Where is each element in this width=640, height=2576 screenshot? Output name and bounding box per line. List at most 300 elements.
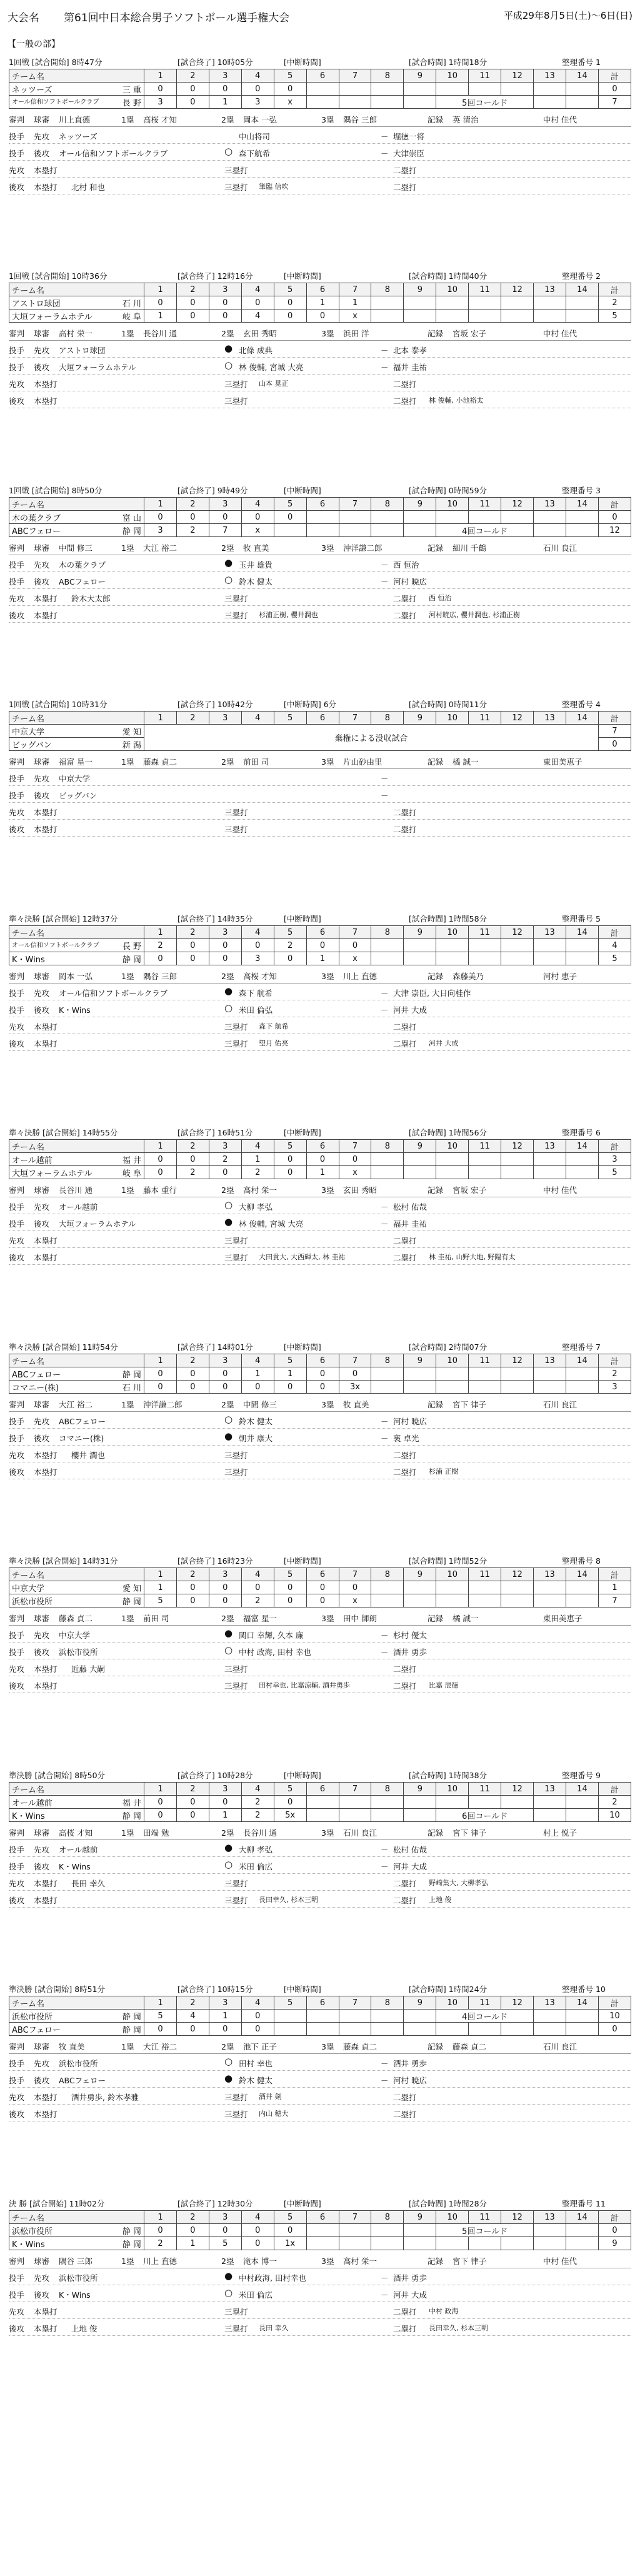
inning-header: 12 [501,712,534,725]
scoreboard-row-second [9,1381,631,1394]
pitcher-name: 米田 倫広 [239,1862,272,1871]
triple-label: 三塁打 [224,380,248,389]
inning-header: 4 [241,283,274,296]
inning-score [566,1594,598,1607]
total-column-header: 計 [598,1354,631,1367]
scorer-label: 記録 [428,972,444,981]
game-duration: [試合時間] 1時間56分 [409,1128,488,1137]
inning-score: 0 [209,511,241,524]
inning-score [534,2023,566,2036]
team-column-header: チーム名 [9,498,144,511]
inning-score [469,1381,501,1394]
total-column-header: 計 [598,283,631,296]
umpire-row [9,753,631,769]
homerun-label: 本塁打 [34,1879,58,1888]
inning-score: 1 [306,1166,339,1179]
catcher-name: 杉村 優太 [393,1631,427,1640]
result-mark-icon: ○ [224,2287,233,2298]
inning-score [501,1796,534,1809]
team-name-cell [9,96,144,109]
inning-header: 7 [339,1783,371,1796]
inning-header: 8 [371,283,404,296]
inning-header: 5 [274,283,306,296]
inning-header: 13 [534,69,566,83]
first-base-label: 1塁 [121,2257,134,2266]
umpire-label: 審判 [9,543,25,553]
team-name-cell [9,2237,144,2250]
inning-header: 12 [501,2211,534,2224]
battery-separator: － [381,774,389,783]
inning-score [436,1594,469,1607]
inning-score [469,2237,501,2250]
game-serial-number: 整理番号 4 [562,700,601,709]
batting-row-second [9,606,631,623]
scoreboard [9,925,631,965]
inning-score: 2 [144,2237,177,2250]
double-label: 二塁打 [393,1039,417,1049]
inning-score [534,96,566,109]
pitcher-row-second [9,572,631,589]
inning-header: 4 [241,1354,274,1367]
scorer-2: 石川 良江 [543,2042,577,2051]
inning-score: x [241,524,274,537]
inning-score: 3 [241,96,274,109]
inning-score: 2 [144,939,177,952]
inning-score [469,309,501,323]
double-label: 二塁打 [393,1896,417,1905]
second-base-label: 2塁 [221,115,234,124]
first-label: 先攻 [9,1879,25,1888]
scoreboard-row-first [9,1367,631,1381]
battery-separator: － [381,149,389,158]
inning-score: 1 [339,296,371,309]
inning-score [566,2010,598,2023]
inning-score: 0 [306,309,339,323]
inning-header: 7 [339,283,371,296]
team-column-header: チーム名 [9,1354,144,1367]
pitcher-row-second [9,358,631,375]
inning-score [534,309,566,323]
inning-score [339,1809,371,1822]
inning-score [436,83,469,96]
result-mark-icon: ● [224,2073,233,2084]
inning-header: 7 [339,712,371,725]
game-interruption: [中断時間] [284,1771,321,1780]
inning-score [566,1166,598,1179]
scoreboard [9,1996,631,2036]
inning-score: 0 [274,309,306,323]
inning-score [306,524,339,537]
inning-score: 0 [241,2224,274,2237]
inning-score: 0 [274,83,306,96]
team-column-header: チーム名 [9,1568,144,1581]
inning-header: 14 [566,283,598,296]
inning-score: 0 [144,1153,177,1166]
umpire-label: 審判 [9,757,25,767]
homerun-label: 本塁打 [34,1896,58,1905]
third-base-umpire: 片山砂由里 [343,757,382,767]
inning-score [404,1796,436,1809]
umpire-label: 審判 [9,329,25,338]
catcher-name: 北本 泰孝 [393,346,427,355]
game-info [9,697,631,711]
plate-umpire-label: 球審 [34,1400,50,1409]
triple-label: 三塁打 [224,611,248,620]
double-label: 二塁打 [393,1879,417,1888]
plate-umpire: 高村 栄一 [59,329,92,338]
scorer-2: 石川 良江 [543,543,577,553]
pitcher-team: ABCフェロー [59,577,106,586]
umpire-row [9,1396,631,1412]
inning-score [404,2224,436,2237]
game-round-start: 1回戦 [試合開始] 10時31分 [9,700,108,709]
game-duration: [試合時間] 0時間11分 [409,700,488,709]
triple-players: 大田貴大, 大西輝太, 林 圭祐 [259,1253,346,1261]
batting-row-first [9,589,631,606]
inning-header: 8 [371,926,404,939]
inning-header: 14 [566,69,598,83]
inning-score [501,1166,534,1179]
inning-header: 10 [436,69,469,83]
triple-label: 三塁打 [224,1451,248,1460]
inning-score: 0 [241,1581,274,1594]
team-name: K・Wins [12,1811,45,1821]
inning-header: 7 [339,926,371,939]
inning-score [501,83,534,96]
total-score: 0 [598,511,631,524]
battery-separator: － [381,1648,389,1657]
scoreboard-row-first [9,83,631,96]
inning-header: 6 [306,1783,339,1796]
triple-players: 田村幸也, 比嘉涼輔, 酒井勇歩 [259,1681,350,1689]
result-mark-icon: ● [224,2270,233,2282]
total-column-header: 計 [598,1568,631,1581]
team-name: K・Wins [12,955,45,965]
first-label: 先攻 [34,774,50,783]
pitcher-label: 投手 [9,774,25,783]
inning-header: 8 [371,1783,404,1796]
inning-score [404,2023,436,2036]
inning-score [436,1581,469,1594]
third-base-label: 3塁 [321,543,334,553]
battery-separator: － [381,132,389,141]
scoreboard-header [9,712,631,725]
scoreboard-row-second [9,2023,631,2036]
inning-score: 0 [209,1381,241,1394]
total-score: 2 [598,1796,631,1809]
double-label: 二塁打 [393,2324,417,2333]
inning-score: 5 [144,1594,177,1607]
inning-score [371,296,404,309]
scorer-label: 記録 [428,1400,444,1409]
inning-header: 13 [534,498,566,511]
double-players: 杉浦 正樹 [429,1467,459,1476]
scoreboard-row-first [9,1581,631,1594]
second-label: 後攻 [9,1467,25,1477]
game-round-start: 準々決勝 [試合開始] 14時31分 [9,1556,118,1566]
scoreboard-row-second [9,524,631,537]
game-info [9,269,631,283]
inning-header: 6 [306,1354,339,1367]
pitcher-label: 投手 [9,560,25,570]
inning-header: 3 [209,1996,241,2010]
inning-score [436,939,469,952]
inning-score: 7 [209,524,241,537]
inning-score [339,2224,371,2237]
inning-header: 1 [144,926,177,939]
inning-header: 12 [501,498,534,511]
homerun-label: 本塁打 [34,1664,58,1674]
inning-score [404,1381,436,1394]
game-info [9,912,631,925]
battery-separator: － [381,1417,389,1426]
inning-score [469,1581,501,1594]
inning-score [501,1153,534,1166]
game-duration: [試合時間] 0時間59分 [409,486,488,495]
team-name-cell [9,1809,144,1822]
team-name: 大垣フォーラムホテル [12,1169,92,1179]
battery-separator: － [381,560,389,570]
team-prefecture: 静 岡 [122,2025,141,2035]
game-interruption: [中断時間] [284,486,321,495]
triple-label: 三塁打 [224,1022,248,1032]
first-label: 先攻 [9,1451,25,1460]
game-interruption: [中断時間] [284,1342,321,1352]
plate-umpire-label: 球審 [34,2257,50,2266]
inning-header: 13 [534,926,566,939]
inning-header: 9 [404,1568,436,1581]
inning-score [469,1796,501,1809]
scoreboard [9,497,631,537]
first-label: 先攻 [34,1202,50,1212]
inning-score [501,2237,534,2250]
inning-header: 6 [306,926,339,939]
team-name-cell [9,511,144,524]
inning-header: 6 [306,1568,339,1581]
total-column-header: 計 [598,1140,631,1153]
inning-score [436,296,469,309]
pitcher-label: 投手 [9,577,25,586]
team-column-header: チーム名 [9,2211,144,2224]
inning-score [436,1796,469,1809]
inning-score [534,2010,566,2023]
result-mark-icon: ● [224,985,233,997]
inning-score [404,83,436,96]
battery-separator: － [381,2076,389,2085]
battery-separator: － [381,363,389,372]
total-column-header: 計 [598,712,631,725]
inning-header: 13 [534,1996,566,2010]
scoreboard-row-second [9,1809,631,1822]
inning-score: 0 [176,1153,209,1166]
second-label: 後攻 [34,1434,50,1443]
second-label: 後攻 [9,1253,25,1262]
inning-score [534,952,566,965]
third-base-umpire: 藤森 貞二 [343,2042,377,2051]
umpire-row [9,968,631,984]
homerun-label: 本塁打 [34,396,58,406]
team-name-cell [9,2023,144,2036]
inning-score [436,2023,469,2036]
inning-header: 11 [469,1354,501,1367]
inning-score: 3 [144,96,177,109]
team-prefecture: 静 岡 [122,955,141,965]
inning-score: 0 [176,1594,209,1607]
inning-score [534,939,566,952]
pitcher-label: 投手 [9,2059,25,2068]
game-round-start: 準決勝 [試合開始] 8時50分 [9,1771,106,1780]
inning-header: 6 [306,498,339,511]
inning-score [339,511,371,524]
umpire-label: 審判 [9,1614,25,1623]
scoreboard-row-second [9,2237,631,2250]
second-label: 後攻 [9,1039,25,1049]
inning-score [371,96,404,109]
inning-score [404,2010,436,2023]
inning-score [566,296,598,309]
total-score: 7 [598,725,631,738]
umpire-label: 審判 [9,1185,25,1195]
inning-score [306,1809,339,1822]
result-mark-icon: ○ [224,2056,233,2067]
second-base-umpire: 長谷川 通 [243,1828,277,1838]
inning-header: 4 [241,2211,274,2224]
triple-label: 三塁打 [224,183,248,192]
pitcher-team: K・Wins [59,2290,91,2300]
inning-header: 14 [566,926,598,939]
game-round-start: 決 勝 [試合開始] 11時02分 [9,2199,105,2208]
game-end-time: [試合終了] 10時15分 [178,1985,253,1994]
batting-row-first [9,375,631,391]
first-base-umpire: 長谷川 通 [143,329,177,338]
pitcher-team: ABCフェロー [59,1417,106,1426]
result-mark-icon: ● [224,1431,233,1442]
pitcher-team: オール越前 [59,1202,98,1212]
inning-score [534,296,566,309]
first-base-umpire: 田端 勉 [143,1828,169,1838]
scoreboard-row-first [9,511,631,524]
inning-score [404,1581,436,1594]
inning-header: 3 [209,1568,241,1581]
catcher-name: 河村 暁広 [393,1417,427,1426]
first-label: 先攻 [34,132,50,141]
inning-header: 9 [404,1354,436,1367]
batting-row-first [9,1017,631,1034]
game-info [9,55,631,69]
game-info [9,1554,631,1567]
inning-score [404,511,436,524]
pitcher-row-second [9,144,631,161]
first-base-umpire: 前田 司 [143,1614,169,1623]
total-column-header: 計 [598,926,631,939]
second-base-umpire: 中間 修三 [243,1400,277,1409]
inning-score [534,2224,566,2237]
inning-header: 9 [404,498,436,511]
battery-separator: － [381,2290,389,2300]
inning-header: 10 [436,1996,469,2010]
inning-score [469,1166,501,1179]
game-block [9,1768,631,1956]
inning-header: 8 [371,1140,404,1153]
tournament-title: 第61回中日本総合男子ソフトボール選手権大会 [64,12,290,24]
scoreboard [9,1139,631,1179]
game-duration: [試合時間] 1時間52分 [409,1556,488,1566]
inning-score [339,96,371,109]
second-base-umpire: 前田 司 [243,757,269,767]
triple-players: 内山 穂大 [259,2110,289,2118]
pitcher-name: 中山将司 [239,132,271,141]
inning-score [436,952,469,965]
second-label: 後攻 [34,577,50,586]
inning-header: 7 [339,1568,371,1581]
inning-header: 10 [436,1568,469,1581]
third-base-umpire: 玄田 秀昭 [343,1185,377,1195]
first-label: 先攻 [9,380,25,389]
inning-header: 5 [274,1568,306,1581]
inning-score: 0 [274,1381,306,1394]
inning-score: 1 [241,1367,274,1381]
double-players: 比嘉 辰徳 [429,1681,459,1689]
scorer-1: 宮坂 宏子 [452,1185,486,1195]
pitcher-name: 米田 倫広 [239,2290,272,2300]
scoreboard-row-first [9,1153,631,1166]
inning-score [371,1594,404,1607]
inning-score: 0 [176,83,209,96]
inning-header: 11 [469,1996,501,2010]
first-base-label: 1塁 [121,329,134,338]
team-name: オール越前 [12,1155,52,1165]
scorer-1: 橘 誠一 [452,757,479,767]
pitcher-row-second [9,2285,631,2302]
total-score: 3 [598,1153,631,1166]
team-name-cell [9,939,144,952]
second-label: 後攻 [34,1219,50,1229]
first-base-umpire: 隅谷 三郎 [143,972,177,981]
inning-header: 12 [501,1354,534,1367]
inning-header: 6 [306,283,339,296]
inning-score: 0 [176,1809,209,1822]
tournament-label: 大会名 [8,12,39,24]
battery-separator: － [381,1434,389,1443]
inning-header: 14 [566,2211,598,2224]
pitcher-label: 投手 [9,1648,25,1657]
plate-umpire: 中間 修三 [59,543,92,553]
pitcher-row-first [9,984,631,1000]
pitcher-name: 北條 成典 [239,346,272,355]
game-round-start: 1回戦 [試合開始] 8時50分 [9,486,102,495]
inning-score: 2 [274,939,306,952]
inning-score: 1 [274,1367,306,1381]
inning-score [534,83,566,96]
pitcher-row-second [9,1857,631,1874]
first-base-umpire: 川上 直德 [143,2257,177,2266]
battery-separator: － [381,2273,389,2283]
batting-row-first [9,2302,631,2319]
result-mark-icon: ○ [224,1859,233,1870]
second-label: 後攻 [34,2076,50,2085]
total-column-header: 計 [598,1783,631,1796]
pitcher-name: 米田 倫弘 [239,1005,272,1015]
first-base-umpire: 藤森 貞二 [143,757,177,767]
team-prefecture: 石 川 [122,299,141,309]
inning-score [371,524,404,537]
triple-players: 山本 晃正 [259,380,289,388]
pitcher-row-second [9,2071,631,2088]
inning-score [306,511,339,524]
first-label: 先攻 [34,1631,50,1640]
second-label: 後攻 [9,396,25,406]
total-score: 2 [598,1367,631,1381]
